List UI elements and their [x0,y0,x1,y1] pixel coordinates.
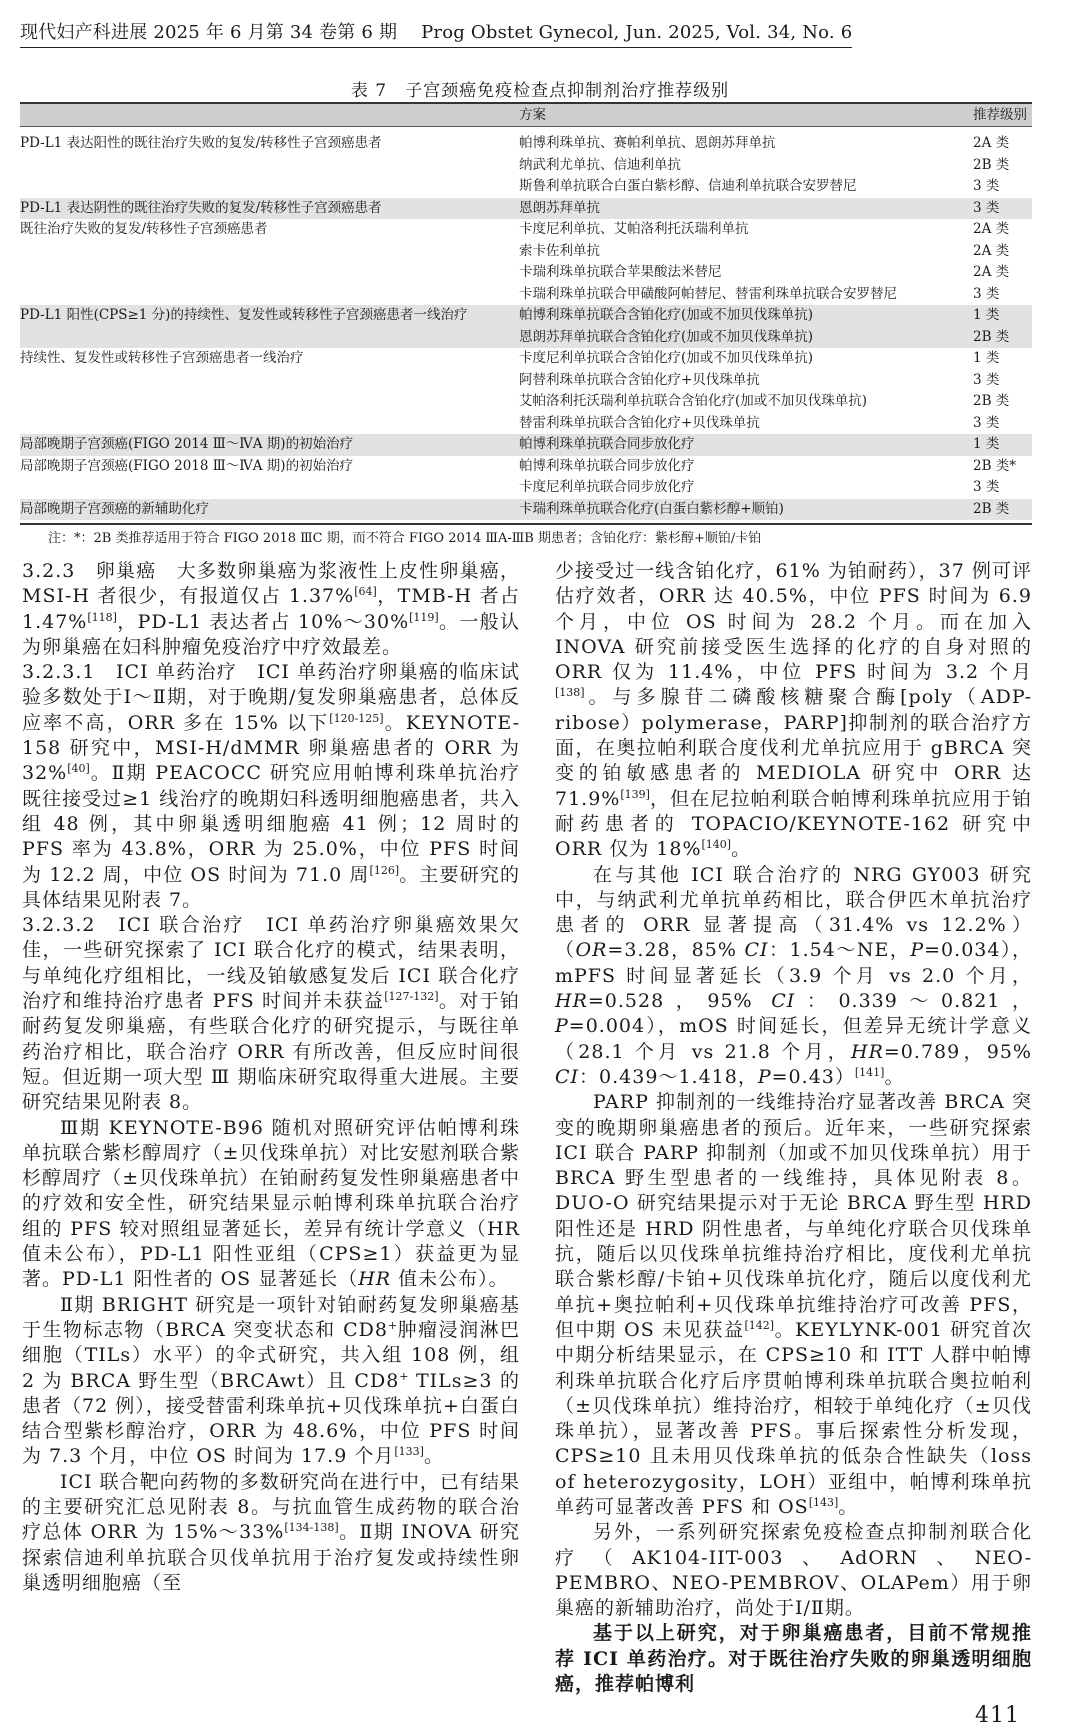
citation-superscript: [141] [854,1065,885,1079]
text-run: 。与多腺苷二磷酸核糖聚合酶[poly（ADP-ribose）polymerase，PARP]抑制剂的联合治疗方面，在奥拉帕利联合度伐利尤单抗应用于 gBRCA 突变的铂敏感患者的 MEDIOLA 研究中 ORR 达 71.9% [555,686,1032,810]
citation-superscript: [139] [620,787,650,801]
scheme-list [519,434,999,456]
table-bottom-rule [20,523,1032,525]
table-row [519,241,1009,263]
table-row [519,348,1009,370]
scheme-cell: 替雷利珠单抗联合含铂化疗+贝伐珠单抗 [519,414,760,431]
grade-cell: 2B 类 [973,156,1010,173]
scheme-list [519,133,1009,198]
table-row [519,370,1009,392]
italic-symbol: HR [358,1268,392,1291]
table-row [519,413,1009,435]
body-paragraph [22,1470,520,1596]
citation-superscript: [120-125] [329,711,384,725]
body-paragraph [555,1621,1032,1697]
text-run: 值未公布）。 [391,1268,509,1291]
citation-superscript: [64] [354,585,377,599]
journal-title-cn: 现代妇产科进展 2025 年 6 月第 34 卷第 6 期 [20,22,398,43]
body-columns [20,559,1032,1729]
table-row-group [20,348,1032,434]
citation-superscript: [134-138] [284,1521,339,1535]
italic-symbol: HR [851,1040,884,1063]
page-flow [20,102,1032,1729]
text-run: ，但在尼拉帕利联合帕博利珠单抗应用于铂耐药患者的 TOPACIO/KEYNOTE-162 研究中 ORR 仅为 18% [555,787,1032,861]
scheme-list [519,219,1009,305]
table-title: 表 7 子宫颈癌免疫检查点抑制剂治疗推荐级别 [350,81,730,101]
text-run: 3.2.3.1 ICI 单药治疗 ICI 单药治疗卵巢癌的临床试验多数处于Ⅰ～Ⅱ期，对于晚期/复发卵巢癌患者，总体反应率不高，ORR 多在 15% 以下 [22,661,520,734]
body-paragraph [555,863,1032,1091]
grade-cell: 3 类 [973,371,1000,388]
text-run: 。主要研究的具体结果见附表 7。 [22,863,520,911]
grade-cell: 2B 类 [973,500,1010,517]
text-run: =3.28，85% [607,939,745,962]
grade-cell: 3 类 [973,178,1000,194]
grade-cell: 2A 类 [973,264,1010,280]
population-cell: 持续性、复发性或转移性子宫颈癌患者一线治疗 [20,350,304,366]
table-row-group [20,127,1032,198]
italic-symbol: HR [555,990,588,1013]
table-row [519,477,1016,499]
citation-superscript: [143] [808,1495,839,1509]
table-header-row [20,102,1032,127]
running-head [20,18,852,48]
citation-superscript: [138] [555,686,585,700]
text-run: =0.004），mOS 时间延长，但差异无统计学意义（28.1 个月 vs 21.8 个月， [555,1015,1032,1063]
table-row [519,499,1009,521]
scheme-cell: 斯鲁利单抗联合白蛋白紫杉醇、信迪利单抗联合安罗替尼 [519,178,857,194]
text-run: 3.2.3.2 ICI 联合治疗 ICI 单药治疗卵巢癌效果欠佳，一些研究探索了 ICI 联合化疗的模式，结果表明，与单纯化疗组相比，一线及铂敏感复发后 ICI 联合化疗治疗和维持治疗患者 PFS 时间并未获益 [22,914,520,1013]
italic-symbol: CI [555,1065,580,1088]
grade-cell: 1 类 [973,436,1000,452]
table-row-group [20,456,1032,499]
scheme-cell: 帕博利珠单抗联合同步放化疗 [519,436,695,452]
body-column-left [22,559,520,1729]
table-row [519,198,999,220]
citation-superscript: [133] [394,1445,424,1459]
italic-symbol: P [555,1015,569,1038]
scheme-cell: 卡度尼利单抗、艾帕洛利托沃瑞利单抗 [519,221,749,237]
page-number: 411 [975,1703,1020,1729]
recommendation-table [20,102,1032,525]
body-paragraph [22,1293,520,1470]
text-run: Ⅱ期 BRIGHT 研究是一项针对铂耐药复发卵巢癌基于生物标志物（BRCA 突变状态和 CD8 [22,1293,520,1341]
grade-cell: 2A 类 [973,135,1010,151]
citation-superscript: [140] [701,838,732,852]
table-row [519,284,1009,306]
table-row [519,391,1009,413]
grade-cell: 2B 类* [973,457,1017,474]
citation-superscript: [118] [87,610,117,624]
scheme-cell: 索卡佐利单抗 [519,242,600,259]
scheme-cell: 帕博利珠单抗联合含铂化疗(加或不加贝伐珠单抗) [519,307,814,323]
table-row [519,327,1009,349]
grade-cell: 1 类 [973,307,1000,323]
italic-symbol: CI [771,990,796,1013]
scheme-cell: 恩朗苏拜单抗联合含铂化疗(加或不加贝伐珠单抗) [519,328,814,345]
population-cell: 既往治疗失败的复发/转移性子宫颈癌患者 [20,221,268,237]
text-run: Ⅲ期 KEYNOTE-B96 随机对照研究评估帕博利珠单抗联合紫杉醇周疗（±贝伐珠单抗）对比安慰剂联合紫杉醇周疗（±贝伐珠单抗）在铂耐药复发性卵巢癌患者中的疗效和安全性，研究结果显示帕博利珠单抗联合治疗组的 PFS 较对照组显著延长，差异有统计学意义（HR 值未公布），PD-L1 阳性亚组（CPS≥1）获益更为显著。PD-L1 阳性者的 OS 显著延长（ [22,1116,520,1291]
text-run: 基于以上研究，对于卵巢癌患者，目前不常规推荐 ICI 单药治疗。对于既往治疗失败的卵巢透明细胞癌，推荐帕博利 [555,1622,1032,1696]
italic-symbol: CI [744,939,769,962]
scheme-list [519,198,999,220]
scheme-cell: 卡瑞利珠单抗联合化疗(白蛋白紫杉醇+顺铂) [519,500,784,517]
population-cell: PD-L1 阳性(CPS≥1 分)的持续性、复发性或转移性子宫颈癌患者一线治疗 [20,307,468,323]
text-run: ：0.339～0.821， [795,990,1032,1013]
text-run: 。Ⅱ期 INOVA 研究探索信迪利单抗联合贝伐单抗用于治疗复发或持续性卵巢透明细胞癌（至 [22,1521,520,1594]
scheme-cell: 纳武利尤单抗、信迪利单抗 [519,156,681,173]
body-paragraph [22,1116,520,1293]
text-run: 在与其他 ICI 联合治疗的 NRG GY003 研究中，与纳武利尤单抗单药相比，联合伊匹木单抗治疗患者的 ORR 显著提高（31.4% vs 12.2%）（ [555,863,1032,962]
table-row [519,133,1009,155]
population-cell: 局部晚期子宫颈癌的新辅助化疗 [20,500,209,517]
table-row [519,262,1009,284]
table-row-group [20,434,1032,456]
text-run: 。 [731,838,752,861]
scheme-cell: 卡度尼利单抗联合同步放化疗 [519,479,695,495]
table-header-grade: 推荐级别 [973,107,1027,123]
population-cell: PD-L1 表达阴性的既往治疗失败的复发/转移性子宫颈癌患者 [20,199,382,216]
table-row-group [20,198,1032,220]
text-run: =0.528，95% [587,990,772,1013]
citation-superscript: [126] [369,863,400,877]
text-run: TILs≥3 的患者（72 例），接受替雷利珠单抗+贝伐珠单抗+白蛋白结合型紫杉醇治疗，ORR 为 48.6%，中位 PFS 时间为 7.3 个月，中位 OS 时间为 17.9 个月 [22,1369,520,1468]
table-body [20,127,1032,520]
text-run: 。Ⅱ期 PEACOCC 研究应用帕博利珠单抗治疗既往接受过≥1 线治疗的晚期妇科透明细胞癌患者，共入组 48 例，其中卵巢透明细胞癌 41 例；12 周时的 PFS 率为 43.8%，ORR 为 25.0%，中位 PFS 时间为 12.2 周，中位 OS 时间为 71.0 周 [22,762,520,886]
scheme-cell: 卡瑞利珠单抗联合苹果酸法米替尼 [519,264,722,280]
table-note: 注：*：2B 类推荐适用于符合 FIGO 2018 ⅢC 期，而不符合 FIGO 2014 ⅢA-ⅢB 期患者；含铂化疗：紫杉醇+顺铂/卡铂 [48,531,762,546]
scheme-cell: 卡度尼利单抗联合含铂化疗(加或不加贝伐珠单抗) [519,350,814,366]
table-row [519,155,1009,177]
text-run: 3.2.3 卵巢癌 大多数卵巢癌为浆液性上皮性卵巢癌，MSI-H 者很少，有报道仅占 1.37% [22,560,520,608]
text-run: 。对于铂耐药复发卵巢癌，有些联合化疗的研究提示，与既往单药治疗相比，联合治疗 ORR 有所改善，但反应时间很短。但近期一项大型 Ⅲ 期临床研究取得重大进展。主要研究结果见附表 8。 [22,990,520,1114]
citation-superscript: [40] [67,762,90,776]
body-column-right [555,559,1032,1697]
body-paragraph [555,559,1032,863]
population-cell: 局部晚期子宫颈癌(FIGO 2018 Ⅲ～ⅣA 期)的初始治疗 [20,457,354,474]
population-cell: PD-L1 表达阳性的既往治疗失败的复发/转移性子宫颈癌患者 [20,135,382,151]
scheme-cell: 阿替利珠单抗联合含铂化疗+贝伐珠单抗 [519,371,760,388]
scheme-cell: 帕博利珠单抗联合同步放化疗 [519,457,695,474]
text-run: 。 [838,1495,859,1518]
table-header-scheme: 方案 [519,107,546,123]
citation-superscript: [127-132] [384,990,439,1004]
text-run: ，TMB-H 者占 1.47% [22,585,520,633]
journal-title-en: Prog Obstet Gynecol, Jun. 2025, Vol. 34, No. 6 [421,22,853,43]
scheme-cell: 恩朗苏拜单抗 [519,199,600,216]
grade-cell: 2B 类 [973,328,1010,345]
text-run: ，PD-L1 表达者占 10%～30% [116,610,410,633]
citation-superscript: [119] [409,610,439,624]
text-run: ：0.439～1.418， [579,1065,758,1088]
text-run: 。KEYLYNK-001 研究首次中期分析结果显示，在 CPS≥10 和 ITT 人群中帕博利珠单抗联合化疗后序贯帕博利珠单抗联合奥拉帕利（±贝伐珠单抗）维持治疗，相较于单纯化疗（±贝伐珠单抗），显著改善 PFS。事后探索性分析发现，CPS≥10 且未用贝伐珠单抗的低杂合性缺失（loss of heterozygosity，LOH）亚组中，帕博利珠单抗单药可显著改善 PFS 和 OS [555,1318,1032,1518]
table-row-group [20,219,1032,305]
scheme-cell: 艾帕洛利托沃瑞利单抗联合含铂化疗(加或不加贝伐珠单抗) [519,393,868,409]
text-run: 肿瘤浸润淋巴细胞（TILs）水平）的伞式研究，共入组 108 例，组 2 为 BRCA 野生型（BRCAwt）且 CD8 [22,1318,520,1392]
italic-symbol: OR [575,939,608,962]
table-row-group [20,499,1032,521]
grade-cell: 2A 类 [973,242,1010,259]
table-row [519,176,1009,198]
grade-cell: 3 类 [973,199,1000,216]
citation-superscript: [142] [744,1318,775,1332]
text-run: 少接受过一线含铂化疗，61% 为铂耐药），37 例可评估疗效者，ORR 达 40.5%，中位 PFS 时间为 6.9 个月，中位 OS 时间为 28.2 个月。而在加入 INOVA 研究前接受医生选择的化疗的自身对照的 ORR 仅为 11.4%，中位 PFS 时间为 3.2 个月 [555,560,1032,684]
table-row [519,305,1009,327]
scheme-list [519,456,1016,499]
body-paragraph [22,660,520,913]
text-run: PARP 抑制剂的一线维持治疗显著改善 BRCA 突变的晚期卵巢癌患者的预后。近年来，一些研究探索 ICI 联合 PARP 抑制剂（加或不加贝伐珠单抗）用于 BRCA 野生型患者的一线维持，具体见附表 8。DUO-O 研究结果提示对于无论 BRCA 野生型 HRD 阳性还是 HRD 阴性患者，与单纯化疗联合贝伐珠单抗，随后以贝伐珠单抗维持治疗相比，度伐利尤单抗联合紫杉醇/卡铂+贝伐珠单抗化疗，随后以度伐利尤单抗+奥拉帕利+贝伐珠单抗维持治疗可改善 PFS，但中期 OS 未见获益 [555,1091,1032,1341]
text-run: 。KEYNOTE-158 研究中，MSI-H/dMMR 卵巢癌患者的 ORR 为 32% [22,711,520,785]
population-cell: 局部晚期子宫颈癌(FIGO 2014 Ⅲ～ⅣA 期)的初始治疗 [20,436,354,452]
text-run: =0.034），mPFS 时间显著延长（3.9 个月 vs 2.0 个月， [555,939,1032,987]
grade-cell: 2A 类 [973,221,1010,237]
table-row [519,434,999,456]
text-run: ICI 联合靶向药物的多数研究尚在进行中，已有结果的主要研究汇总见附表 8。与抗血管生成药物的联合治疗总体 ORR 为 15%～33% [22,1470,520,1544]
body-paragraph [555,1520,1032,1621]
scheme-cell: 卡瑞利珠单抗联合甲磺酸阿帕替尼、替雷利珠单抗联合安罗替尼 [519,285,897,302]
grade-cell: 3 类 [973,414,1000,431]
text-run: 。 [423,1445,444,1468]
citation-superscript: + [387,1318,398,1332]
scheme-list [519,305,1009,348]
table-row [519,456,1016,478]
scheme-list [519,499,1009,521]
italic-symbol: P [910,939,925,962]
italic-symbol: P [757,1065,772,1088]
table-row [519,219,1009,241]
text-run: 。一般认为卵巢癌在妇科肿瘤免疫治疗中疗效最差。 [22,610,520,658]
text-run: =0.43） [771,1065,855,1088]
body-paragraph [555,1090,1032,1520]
text-run: ：1.54～NE， [768,939,911,962]
grade-cell: 3 类 [973,285,1000,302]
text-run: =0.789，95% [883,1040,1032,1063]
grade-cell: 3 类 [973,479,1000,495]
table-row-group [20,305,1032,348]
text-run: 另外，一系列研究探索免疫检查点抑制剂联合化疗（AK104-IIT-003、AdORN、NEO-PEMBRO、NEO-PEMBROV、OLAPem）用于卵巢癌的新辅助治疗，尚处于Ⅰ/Ⅱ期。 [555,1521,1032,1620]
scheme-list [519,348,1009,434]
citation-superscript: + [399,1369,409,1383]
grade-cell: 1 类 [973,350,1000,366]
body-paragraph [22,913,520,1115]
scheme-cell: 帕博利珠单抗、赛帕利单抗、恩朗苏拜单抗 [519,135,776,151]
body-paragraph [22,559,520,660]
grade-cell: 2B 类 [973,393,1010,409]
text-run: 。 [884,1065,905,1088]
body-column-right-wrap [555,559,1032,1729]
